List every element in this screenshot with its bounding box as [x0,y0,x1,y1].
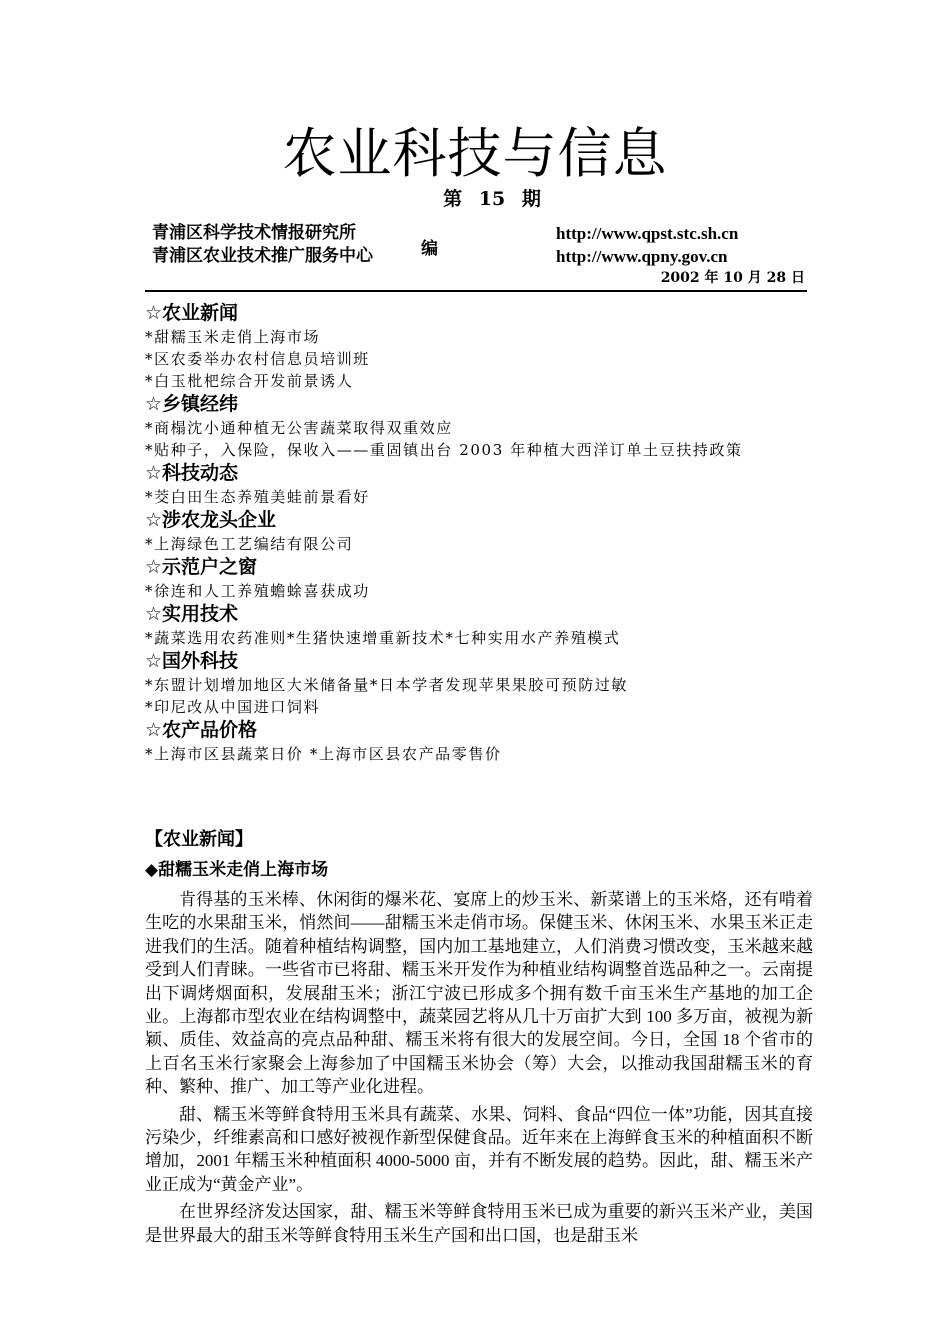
publication-title: 农业科技与信息 [282,122,668,185]
organization-name: 青浦区农业技术推广服务中心 [152,246,373,266]
toc-item[interactable]: *贴种子，入保险，保收入——重固镇出台 2003 年种植大西洋订单土豆扶持政策 [145,441,743,459]
article-title: ◆甜糯玉米走俏上海市场 [145,860,329,880]
toc-item[interactable]: *区农委举办农村信息员培训班 [145,350,370,368]
website-url[interactable]: http://www.qpny.gov.cn [556,247,728,266]
toc-section-heading: ☆国外科技 [145,650,239,672]
toc-section [145,301,810,392]
toc-section-heading: ☆涉农龙头企业 [145,509,277,531]
toc-item[interactable]: *甜糯玉米走俏上海市场 [145,328,321,346]
toc-section-heading: ☆农产品价格 [145,719,258,741]
toc-section [145,461,810,508]
toc-section-heading: ☆科技动态 [145,462,239,484]
article [145,826,813,1247]
editor-organizations [152,222,373,268]
toc-item[interactable]: *蔬菜选用农药准则*生猪快速增重新技术*七种实用水产养殖模式 [145,629,621,647]
article-paragraph: 甜、糯玉米等鲜食特用玉米具有蔬菜、水果、饲料、食品“四位一体”功能，因其直接污染少，纤维素高和口感好被视作新型保健食品。近年来在上海鲜食玉米的种植面积不断增加，2001 年糯玉米种植面积 4000-5000 亩，并有不断发展的趋势。因此，甜、糯玉米产业正成为“黄金产业”。 [145,1104,813,1194]
toc-item[interactable]: *东盟计划增加地区大米储备量*日本学者发现苹果果胶可预防过敏 [145,676,629,694]
issue-number: 第 15 期 [443,188,541,210]
toc-section [145,555,810,602]
toc-section-heading: ☆实用技术 [145,603,239,625]
toc-section [145,508,810,555]
toc-section-heading: ☆乡镇经纬 [145,393,239,415]
article-category: 【农业新闻】 [145,829,253,850]
website-url[interactable]: http://www.qpst.stc.sh.cn [556,224,739,243]
website-urls [556,222,738,268]
toc-item[interactable]: *上海市区县蔬菜日价 *上海市区县农产品零售价 [145,745,502,763]
toc-section-heading: ☆农业新闻 [145,302,239,324]
toc-item[interactable]: *印尼改从中国进口饲料 [145,698,321,716]
header-divider [145,290,807,292]
toc-item[interactable]: *白玉枇杷综合开发前景诱人 [145,372,354,390]
toc-section [145,649,810,718]
toc-section [145,602,810,649]
toc-section-heading: ☆示范户之窗 [145,556,258,578]
toc-section [145,718,810,765]
article-paragraph: 在世界经济发达国家，甜、糯玉米等鲜食特用玉米已成为重要的新兴玉米产业，美国是世界最大的甜玉米等鲜食特用玉米生产国和出口国，也是甜玉米 [145,1202,813,1245]
edit-label: 编 [421,239,438,259]
organization-name: 青浦区科学技术情报研究所 [152,223,356,243]
toc-item[interactable]: *徐连和人工养殖蟾蜍喜获成功 [145,582,370,600]
article-paragraph: 肯得基的玉米棒、休闲街的爆米花、宴席上的炒玉米、新菜谱上的玉米烙，还有啃着生吃的水果甜玉米，悄然间——甜糯玉米走俏市场。保健玉米、休闲玉米、水果玉米正走进我们的生活。随着种植结构调整，国内加工基地建立，人们消费习惯改变，玉米越来越受到人们青睐。一些省市已将甜、糯玉米开发作为种植业结构调整首选品种之一。云南提出下调烤烟面积，发展甜玉米；浙江宁波已形成多个拥有数千亩玉米生产基地的加工企业。上海都市型农业在结构调整中，蔬菜园艺将从几十万亩扩大到 100 多万亩，被视为新颖、质佳、效益高的亮点品种甜、糯玉米将有很大的发展空间。今日，全国 18 个省市的上百名玉米行家聚会上海参加了中国糯玉米协会（筹）大会，以推动我国甜糯玉米的育种、繁种、推广、加工等产业化进程。 [145,890,813,1097]
toc-item[interactable]: *茭白田生态养殖美蛙前景看好 [145,488,370,506]
toc-item[interactable]: *上海绿色工艺编结有限公司 [145,535,354,553]
toc-section [145,392,810,461]
toc-item[interactable]: *商榻沈小通种植无公害蔬菜取得双重效应 [145,419,453,437]
table-of-contents [145,301,810,765]
publication-date: 2002 年 10 月 28 日 [660,270,805,286]
